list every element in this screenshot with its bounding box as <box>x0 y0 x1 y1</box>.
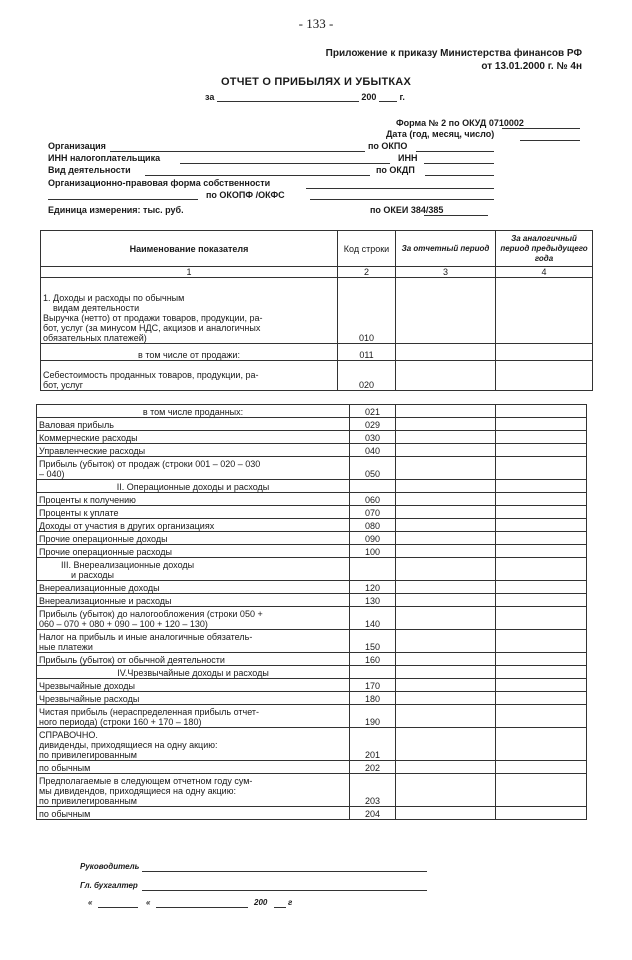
row-previous-value[interactable] <box>496 344 593 361</box>
date-year-suffix: г <box>288 898 293 907</box>
row-current-value[interactable] <box>396 728 496 761</box>
row-code <box>350 558 396 581</box>
period-year-blank[interactable] <box>379 90 397 102</box>
table-row <box>37 405 587 418</box>
row-current-value[interactable] <box>396 493 496 506</box>
header-col-code: Код строки <box>338 231 396 267</box>
table-row <box>37 807 587 820</box>
table-row <box>41 278 593 344</box>
header-col-current: За отчетный период <box>396 231 496 267</box>
row-code: 100 <box>350 545 396 558</box>
row-code: 050 <box>350 457 396 480</box>
row-previous-value[interactable] <box>496 692 587 705</box>
row-code: 011 <box>338 344 396 361</box>
table-row <box>37 705 587 728</box>
row-code: 190 <box>350 705 396 728</box>
table-row <box>37 653 587 666</box>
table-row <box>37 774 587 807</box>
table-row <box>37 431 587 444</box>
row-current-value[interactable] <box>396 594 496 607</box>
row-current-value[interactable] <box>396 405 496 418</box>
row-previous-value[interactable] <box>496 679 587 692</box>
row-name: III. Внереализационные доходы и расходы <box>37 558 350 581</box>
header-num-4: 4 <box>496 267 593 278</box>
row-current-value[interactable] <box>396 361 496 391</box>
inn-code-label: ИНН <box>398 153 418 163</box>
okpo-field[interactable] <box>416 151 494 152</box>
row-current-value[interactable] <box>396 278 496 344</box>
table-row <box>37 666 587 679</box>
row-current-value[interactable] <box>396 581 496 594</box>
row-code: 202 <box>350 761 396 774</box>
row-name: 1. Доходы и расходы по обычным видам деятельности Выручка (нетто) от продажи товаров, продукции, ра- бот, услуг (за минусом НДС, акцизов и аналогичных обязательных платежей) <box>41 278 338 344</box>
row-name: Прочие операционные расходы <box>37 545 350 558</box>
row-name: Чистая прибыль (нераспределенная прибыль отчет- ного периода) (строки 160 + 170 – 180) <box>37 705 350 728</box>
row-previous-value[interactable] <box>496 774 587 807</box>
row-code: 020 <box>338 361 396 391</box>
row-name: СПРАВОЧНО. дивиденды, приходящиеся на одну акцию: по привилегированным <box>37 728 350 761</box>
accountant-label: Гл. бухгалтер <box>80 881 138 890</box>
row-code: 070 <box>350 506 396 519</box>
activity-field[interactable] <box>145 175 370 176</box>
table-row <box>41 344 593 361</box>
row-current-value[interactable] <box>396 705 496 728</box>
row-current-value[interactable] <box>396 444 496 457</box>
row-code: 090 <box>350 532 396 545</box>
table-row <box>37 444 587 457</box>
activity-label: Вид деятельности <box>48 165 131 175</box>
row-code: 204 <box>350 807 396 820</box>
row-previous-value[interactable] <box>496 761 587 774</box>
table-row <box>37 728 587 761</box>
row-name: Внереализационные доходы <box>37 581 350 594</box>
row-previous-value[interactable] <box>496 457 587 480</box>
table-row <box>37 418 587 431</box>
table-row <box>37 493 587 506</box>
row-current-value[interactable] <box>396 418 496 431</box>
table-row <box>37 532 587 545</box>
report-table-bottom <box>36 404 587 820</box>
row-code: 170 <box>350 679 396 692</box>
row-code: 140 <box>350 607 396 630</box>
header-num-2: 2 <box>338 267 396 278</box>
legal-form-field[interactable] <box>306 188 494 189</box>
row-previous-value[interactable] <box>496 431 587 444</box>
table-row <box>37 594 587 607</box>
inn-code-field[interactable] <box>424 163 494 164</box>
table-row <box>41 361 593 391</box>
row-current-value[interactable] <box>396 558 496 581</box>
org-label: Организация <box>48 141 106 151</box>
row-code: 180 <box>350 692 396 705</box>
table-row <box>37 761 587 774</box>
row-current-value[interactable] <box>396 761 496 774</box>
table-row <box>37 607 587 630</box>
row-previous-value[interactable] <box>496 278 593 344</box>
row-current-value[interactable] <box>396 519 496 532</box>
row-current-value[interactable] <box>396 679 496 692</box>
row-previous-value[interactable] <box>496 607 587 630</box>
okopf-field[interactable] <box>310 199 494 200</box>
row-previous-value[interactable] <box>496 728 587 761</box>
row-code: 040 <box>350 444 396 457</box>
row-current-value[interactable] <box>396 506 496 519</box>
row-previous-value[interactable] <box>496 545 587 558</box>
row-previous-value[interactable] <box>496 630 587 653</box>
row-name: Коммерческие расходы <box>37 431 350 444</box>
table-row <box>37 692 587 705</box>
row-current-value[interactable] <box>396 630 496 653</box>
row-current-value[interactable] <box>396 607 496 630</box>
row-previous-value[interactable] <box>496 705 587 728</box>
okei-label: по ОКЕИ 384/385 <box>370 205 444 215</box>
row-name: в том числе от продажи: <box>41 344 338 361</box>
unit-label: Единица измерения: тыс. руб. <box>48 205 184 215</box>
row-current-value[interactable] <box>396 774 496 807</box>
row-previous-value[interactable] <box>496 480 587 493</box>
row-code: 130 <box>350 594 396 607</box>
row-previous-value[interactable] <box>496 418 587 431</box>
accountant-signature-field[interactable] <box>142 890 427 891</box>
page-number: - 133 - <box>298 16 334 31</box>
header-num-3: 3 <box>396 267 496 278</box>
row-code: 120 <box>350 581 396 594</box>
date-day-field[interactable] <box>98 907 138 908</box>
row-previous-value[interactable] <box>496 405 587 418</box>
okdp-field[interactable] <box>425 175 494 176</box>
header-col-name: Наименование показателя <box>41 231 338 267</box>
row-previous-value[interactable] <box>496 558 587 581</box>
header-num-1: 1 <box>41 267 338 278</box>
row-name: Чрезвычайные расходы <box>37 692 350 705</box>
row-code: 080 <box>350 519 396 532</box>
period-blank[interactable] <box>217 90 359 102</box>
row-previous-value[interactable] <box>496 666 587 679</box>
row-name: Налог на прибыль и иные аналогичные обязатель- ные платежи <box>37 630 350 653</box>
row-name: Прибыль (убыток) от продаж (строки 001 – 020 – 030 – 040) <box>37 457 350 480</box>
row-previous-value[interactable] <box>496 506 587 519</box>
table-row <box>37 480 587 493</box>
row-code: 029 <box>350 418 396 431</box>
row-name: Прибыль (убыток) до налогообложения (строки 050 + 060 – 070 + 080 + 090 – 100 + 120 – 130) <box>37 607 350 630</box>
okdp-label: по ОКДП <box>376 165 415 175</box>
row-current-value[interactable] <box>396 480 496 493</box>
date-blank[interactable] <box>520 140 580 141</box>
row-code <box>350 666 396 679</box>
inn-field[interactable] <box>180 163 390 164</box>
row-previous-value[interactable] <box>496 653 587 666</box>
date-month-field[interactable] <box>156 907 248 908</box>
period-year: 200 <box>361 92 377 102</box>
date-year-label: 200 <box>254 898 268 907</box>
row-code <box>350 480 396 493</box>
row-code: 203 <box>350 774 396 807</box>
legal-form-label: Организационно-правовая форма собственности <box>48 178 271 188</box>
row-current-value[interactable] <box>396 532 496 545</box>
date-line: Дата (год, месяц, число) <box>386 129 495 139</box>
row-previous-value[interactable] <box>496 581 587 594</box>
date-quote-2: « <box>146 898 151 907</box>
report-title: ОТЧЕТ О ПРИБЫЛЯХ И УБЫТКАХ <box>221 76 411 88</box>
row-previous-value[interactable] <box>496 532 587 545</box>
row-code: 201 <box>350 728 396 761</box>
row-previous-value[interactable] <box>496 444 587 457</box>
period-suffix: г. <box>399 92 405 102</box>
inn-label: ИНН налогоплательщика <box>48 153 161 163</box>
row-previous-value[interactable] <box>496 493 587 506</box>
row-name: Предполагаемые в следующем отчетном году сум- мы дивидендов, приходящиеся на одну акцию: по привилегированным <box>37 774 350 807</box>
date-year-field[interactable] <box>274 907 286 908</box>
row-current-value[interactable] <box>396 692 496 705</box>
table-row <box>37 581 587 594</box>
report-table-top <box>40 230 593 391</box>
row-current-value[interactable] <box>396 431 496 444</box>
row-current-value[interactable] <box>396 457 496 480</box>
table-row <box>37 630 587 653</box>
row-previous-value[interactable] <box>496 361 593 391</box>
row-name: II. Операционные доходы и расходы <box>37 480 350 493</box>
row-current-value[interactable] <box>396 807 496 820</box>
okud-underline <box>502 128 580 129</box>
okei-underline <box>424 215 488 216</box>
row-code: 160 <box>350 653 396 666</box>
table-row <box>37 506 587 519</box>
row-code: 060 <box>350 493 396 506</box>
table-row <box>37 545 587 558</box>
row-current-value[interactable] <box>396 666 496 679</box>
form-line: Форма № 2 по ОКУД 0710002 <box>396 118 524 128</box>
row-name: Себестоимость проданных товаров, продукции, ра- бот, услуг <box>41 361 338 391</box>
table-row <box>37 558 587 581</box>
head-label: Руководитель <box>80 862 140 871</box>
row-previous-value[interactable] <box>496 807 587 820</box>
row-previous-value[interactable] <box>496 519 587 532</box>
row-code: 010 <box>338 278 396 344</box>
row-code: 030 <box>350 431 396 444</box>
period-prefix: за <box>205 92 215 102</box>
row-name: Чрезвычайные доходы <box>37 679 350 692</box>
row-code: 021 <box>350 405 396 418</box>
okpo-label: по ОКПО <box>368 141 408 151</box>
head-signature-field[interactable] <box>142 871 427 872</box>
row-name: Прочие операционные доходы <box>37 532 350 545</box>
header-col-previous: За аналогичный период предыдущего года <box>496 231 593 267</box>
row-name: Управленческие расходы <box>37 444 350 457</box>
table-row <box>37 519 587 532</box>
appendix-line-2: от 13.01.2000 г. № 4н <box>481 61 582 72</box>
table-row <box>37 457 587 480</box>
row-name: Внереализационные и расходы <box>37 594 350 607</box>
legal-form-field-2[interactable] <box>48 199 198 200</box>
period-line <box>205 90 405 102</box>
row-name: Валовая прибыль <box>37 418 350 431</box>
table-row <box>37 679 587 692</box>
row-current-value[interactable] <box>396 545 496 558</box>
row-name: IV.Чрезвычайные доходы и расходы <box>37 666 350 679</box>
row-previous-value[interactable] <box>496 594 587 607</box>
okopf-label: по ОКОПФ /ОКФС <box>206 190 285 200</box>
row-name: по обычным <box>37 807 350 820</box>
row-current-value[interactable] <box>396 653 496 666</box>
row-name: в том числе проданных: <box>37 405 350 418</box>
org-field[interactable] <box>110 151 365 152</box>
row-name: по обычным <box>37 761 350 774</box>
row-current-value[interactable] <box>396 344 496 361</box>
row-name: Проценты к уплате <box>37 506 350 519</box>
row-name: Доходы от участия в других организациях <box>37 519 350 532</box>
row-name: Прибыль (убыток) от обычной деятельности <box>37 653 350 666</box>
appendix-line-1: Приложение к приказу Министерства финансов РФ <box>325 48 582 59</box>
row-name: Проценты к получению <box>37 493 350 506</box>
date-quote-1: « <box>88 898 93 907</box>
row-code: 150 <box>350 630 396 653</box>
